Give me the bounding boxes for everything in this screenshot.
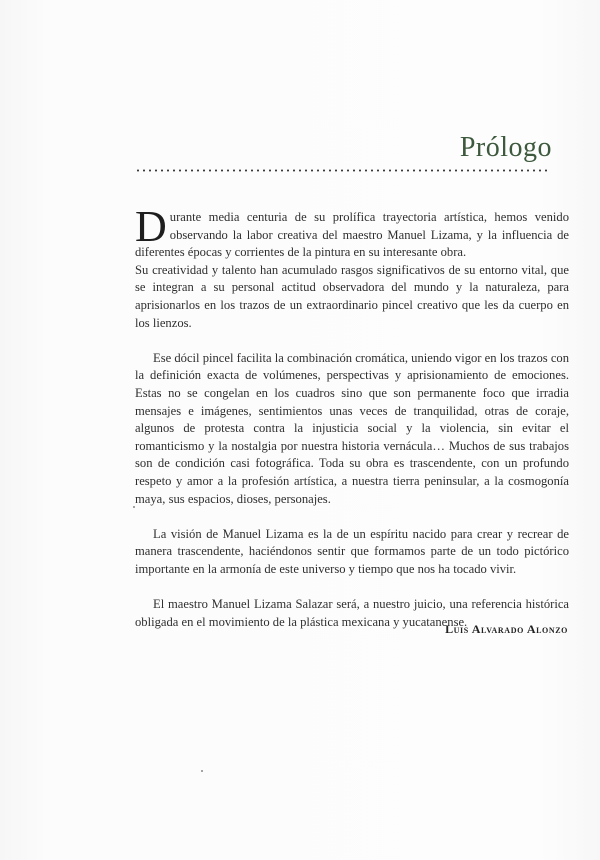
paragraph-2: Su creatividad y talento han acumulado rasgos significativos de su entorno vital, que se integran a su personal actitud observadora del mundo y la naturaleza, para aprisionarlos en los trazos de un extraordinario pincel creativo que les da cuerpo en los lienzos. [135, 262, 569, 330]
paragraph-1-text: urante media centuria de su prolífica trayectoria artística, hemos venido observando la labor creativa del maestro Manuel Lizama, y la influencia de diferentes épocas y corrientes de la pintura en su interesante obra. [135, 210, 569, 260]
paragraph-1 [135, 202, 569, 262]
author-signature: Luis Alvarado Alonzo [445, 622, 568, 636]
dotted-rule [135, 169, 550, 172]
paragraph-4: La visión de Manuel Lizama es la de un espíritu nacido para crear y recrear de manera trascendente, haciéndonos sentir que formamos parte de un todo pictórico importante en la armonía de este universo y tiempo que nos ha tocado vivir. [135, 526, 569, 576]
drop-cap: D [135, 202, 167, 251]
paragraph-5: El maestro Manuel Lizama Salazar será, a nuestro juicio, una referencia histórica obligada en el movimiento de la plástica mexicana y yucatanense. [135, 597, 569, 629]
page-title: Prólogo [459, 132, 552, 163]
paragraph-3: Ese dócil pincel facilita la combinación cromática, uniendo vigor en los trazos con la definición exacta de volúmenes, perspectivas y aprisionamiento de emociones. Estas no se congelan en los cuadros sino que son permanente foco que irradia mensajes e imágenes, sentimientos unas veces de tranquilidad, otras de coraje, algunos de protesta contra la injusticia social y la violencia, sin evitar el romanticismo y la nostalgia por nuestra historia vernácula… Muchos de sus trabajos son de condición casi fotográfica. Toda su obra es trascendente, con un profundo respeto y amor a la profesión artística, a nuestra tierra peninsular, a la cosmogonía maya, sus espacios, dioses, personajes. [135, 350, 569, 506]
scan-speck [201, 770, 203, 772]
prologue-body [135, 202, 569, 631]
scan-speck [133, 506, 135, 508]
